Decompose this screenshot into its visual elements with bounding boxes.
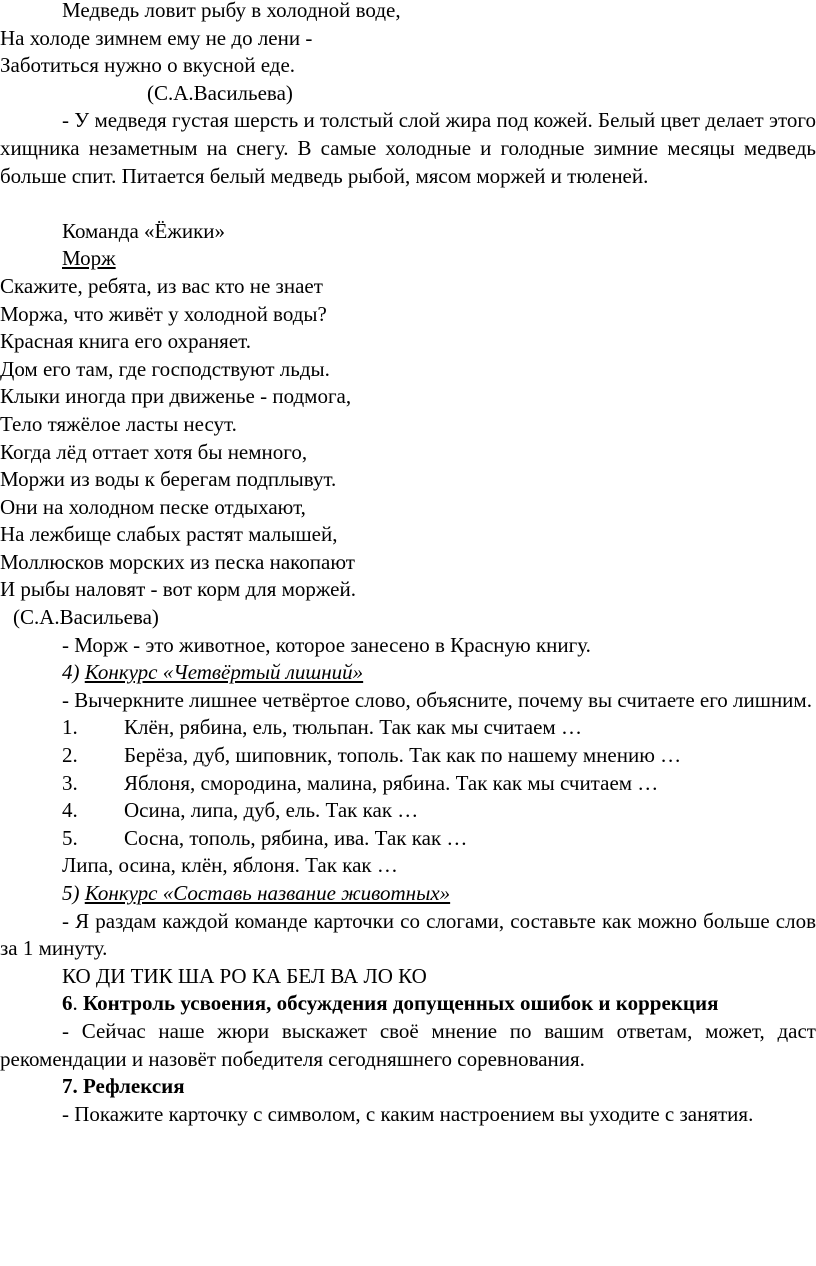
poem-author: (С.А.Васильева) [147,80,293,105]
poem-line: На лежбище слабых растят малышей, [0,522,338,547]
list-item-text: Клён, рябина, ель, тюльпан. Так как мы считаем … [124,715,582,740]
contest4-extra: Липа, осина, клён, яблоня. Так как … [62,853,398,878]
poem-line: Моржи из воды к берегам подплывут. [0,467,337,492]
list-item-text: Осина, липа, дуб, ель. Так как … [124,798,419,823]
contest5-title: Конкурс «Составь название животных» [84,881,451,905]
contest4-list [0,714,816,852]
list-item-text: Берёза, дуб, шиповник, тополь. Так как по нашему мнению … [124,743,682,768]
walrus-note: - Морж - это животное, которое занесено в Красную книгу. [62,632,591,657]
list-item-number: 1. [62,715,78,740]
section6-number: 6 [62,991,73,1016]
poem-line: На холоде зимнем ему не до лени - [0,25,313,50]
list-item-text: Сосна, тополь, рябина, ива. Так как … [124,825,468,850]
poem-line: Дом его там, где господствуют льды. [0,356,330,381]
poem-line: Клыки иногда при движенье - подмога, [0,384,352,409]
list-item-text: Яблоня, смородина, малина, рябина. Так как мы считаем … [124,770,659,795]
poem-line: Когда лёд оттает хотя бы немного, [0,439,308,464]
poem-line: Тело тяжёлое ласты несут. [0,411,237,436]
list-item [0,742,816,770]
section6-text: - Сейчас наше жюри выскажет своё мнение по вашим ответам, может, даст рекомендации и назовёт победителя сегодняшнего соревнования. [0,1018,816,1071]
contest5-heading [0,880,816,908]
poem-line: Моллюсков морских из песка накопают [0,549,355,574]
list-item-number: 5. [62,825,78,850]
poem-line: Скажите, ребята, из вас кто не знает [0,273,323,298]
poem-line: Они на холодном песке отдыхают, [0,494,306,519]
section7-text: - Покажите карточку с символом, с каким настроением вы уходите с занятия. [62,1101,754,1126]
list-item [0,714,816,742]
team-title: Команда «Ёжики» [62,218,226,243]
contest5-number: 5) [62,881,80,905]
contest4-number: 4) [62,660,80,685]
walrus-heading: Морж [62,246,116,271]
contest5-instruction: - Я раздам каждой команде карточки со слогами, составьте как можно больше слов за 1 минуту. [0,908,816,961]
list-item [0,770,816,798]
bear-paragraph: - У медведя густая шерсть и толстый слой жира под кожей. Белый цвет делает этого хищника незаметным на снегу. В самые холодные и голодные зимние месяцы медведь больше спит. Питается белый медведь рыбой, мясом моржей и тюленей. [0,108,816,188]
list-item-number: 3. [62,770,78,795]
section7-heading: 7. Рефлексия [62,1074,185,1099]
poem-line: И рыбы наловят - вот корм для моржей. [0,577,356,602]
syllables: КО ДИ ТИК ША РО КА БЕЛ ВА ЛО КО [62,963,427,988]
contest4-instruction: - Вычеркните лишнее четвёртое слово, объясните, почему вы считаете его лишним. [62,687,812,712]
blank-line [0,190,816,218]
list-item [0,825,816,853]
poem-walrus [0,273,816,632]
poem-line: Красная книга его охраняет. [0,329,252,354]
poem-line: Медведь ловит рыбу в холодной воде, [62,0,401,22]
section6-dot: . [72,991,78,1016]
poem-line: Заботиться нужно о вкусной еде. [0,53,296,78]
contest4-title: Конкурс «Четвёртый лишний» [84,660,364,685]
poem-line: Моржа, что живёт у холодной воды? [0,301,327,326]
list-item-number: 4. [62,798,78,823]
contest4-heading [0,659,816,687]
section6-heading [0,990,816,1018]
poem-author: (С.А.Васильева) [13,605,159,630]
list-item-number: 2. [62,743,78,768]
poem-bear [0,0,816,107]
list-item [0,797,816,825]
section6-title: Контроль усвоения, обсуждения допущенных ошибок и коррекция [83,991,719,1016]
